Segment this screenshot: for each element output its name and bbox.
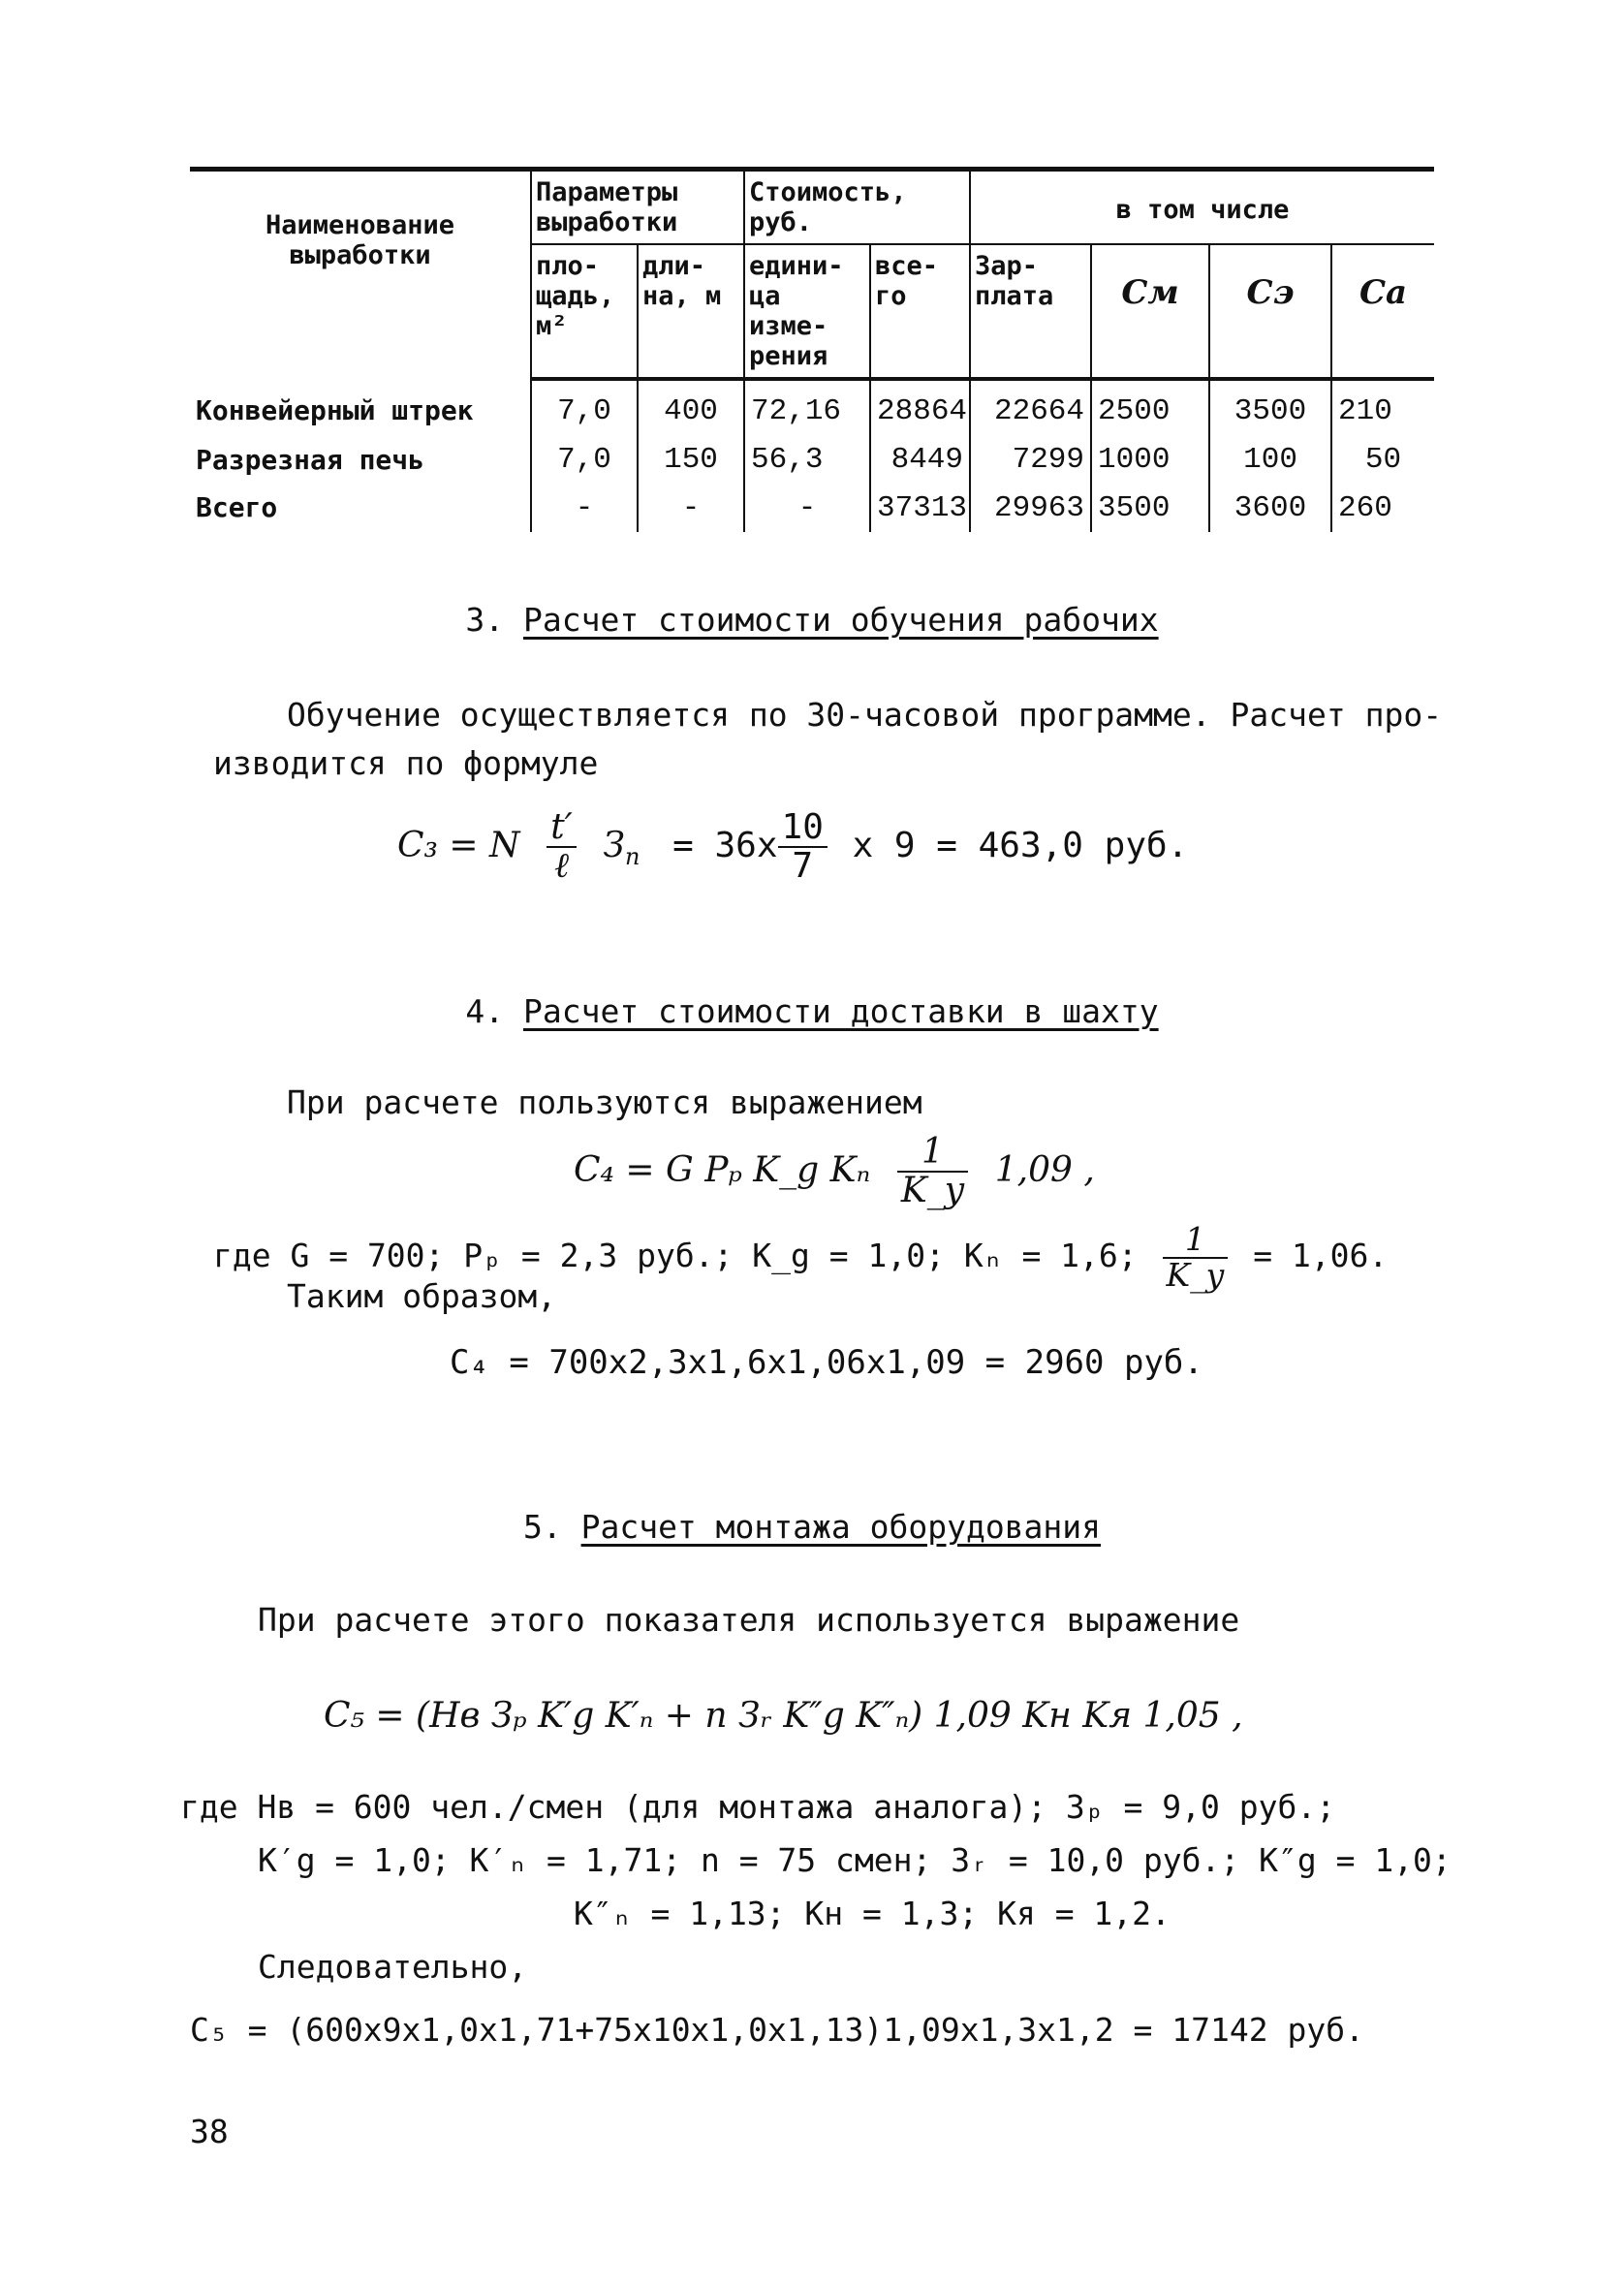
col-header-cm: Cм xyxy=(1091,244,1209,379)
col-group-cost: Стоимость, руб. xyxy=(744,170,970,245)
section-5-heading xyxy=(0,1508,1624,1546)
cell-ca: 50 xyxy=(1331,436,1434,485)
formula-c5: C₅ = (Hв Зₚ K′g K′ₙ + n Зᵣ K″g K″ₙ) 1,09 Kн Kя 1,05 , xyxy=(324,1696,1243,1736)
table-row xyxy=(190,379,1434,436)
cell-ce: 3600 xyxy=(1209,485,1331,533)
table-row xyxy=(190,436,1434,485)
section-3-number: 3. xyxy=(465,601,505,639)
cell-total: 37313 xyxy=(870,485,970,533)
cell-wage: 29963 xyxy=(970,485,1091,533)
cell-length: 400 xyxy=(638,379,744,436)
section-4-intro: При расчете пользуются выражением xyxy=(287,1083,922,1121)
formula-c4-part-b: 1,09 , xyxy=(994,1149,1095,1190)
cell-cm: 1000 xyxy=(1091,436,1209,485)
section-5-where-line-2: K′g = 1,0; K′ₙ = 1,71; n = 75 смен; Зᵣ = 10,0 руб.; K″g = 1,0; xyxy=(258,1841,1452,1879)
formula-c3-lhs: C₃ = N xyxy=(397,825,520,865)
fraction-numerator: 1 xyxy=(1163,1223,1229,1259)
formula-c3-mid-sub: п xyxy=(624,842,640,870)
col-header-wage: Зар-плата xyxy=(970,244,1091,379)
formula-c4 xyxy=(574,1134,1095,1209)
cell-ce: 3500 xyxy=(1209,379,1331,436)
section-5-number: 5. xyxy=(522,1508,562,1546)
cell-unit: 56,3 xyxy=(744,436,870,485)
section-4-where-b: = 1,06. xyxy=(1253,1237,1389,1275)
formula-c3 xyxy=(397,809,1188,885)
cell-area: - xyxy=(531,485,638,533)
section-5-result: C₅ = (600x9x1,0x1,71+75x10x1,0x1,13)1,09x1,3x1,2 = 17142 руб. xyxy=(190,2011,1364,2049)
col-group-params: Параметры выработки xyxy=(531,170,744,245)
section-4-number: 4. xyxy=(465,992,505,1030)
fraction-denominator: 7 xyxy=(792,845,814,886)
cell-length: 150 xyxy=(638,436,744,485)
section-5-where-line-1: где Hв = 600 чел./смен (для монтажа аналога); Зₚ = 9,0 руб.; xyxy=(180,1788,1336,1826)
formula-c4-fraction xyxy=(897,1134,968,1209)
cell-name: Всего xyxy=(196,491,278,524)
cell-length: - xyxy=(638,485,744,533)
section-5-title: Расчет монтажа оборудования xyxy=(580,1508,1102,1546)
formula-c3-rhs-a: = 36x xyxy=(672,825,778,865)
page-number: 38 xyxy=(190,2113,229,2150)
cell-wage: 22664 xyxy=(970,379,1091,436)
col-header-area: пло-щадь, м² xyxy=(531,244,638,379)
formula-c3-rhs-b: x 9 = 463,0 руб. xyxy=(852,825,1189,865)
cell-total: 28864 xyxy=(870,379,970,436)
cell-ce: 100 xyxy=(1209,436,1331,485)
col-header-ce: Cэ xyxy=(1209,244,1331,379)
section-4-result: C₄ = 700x2,3x1,6x1,06x1,09 = 2960 руб. xyxy=(450,1343,1203,1382)
formula-c4-part-a: C₄ = G Pₚ K_g Kₙ xyxy=(574,1149,871,1190)
fraction-numerator: 10 xyxy=(778,809,828,848)
section-3-paragraph-line-1: Обучение осуществляется по 30-часовой программе. Расчет про- xyxy=(287,696,1443,734)
cell-cm: 2500 xyxy=(1091,379,1209,436)
cell-unit: 72,16 xyxy=(744,379,870,436)
cell-cm: 3500 xyxy=(1091,485,1209,533)
formula-c3-fraction-2 xyxy=(778,809,828,885)
cell-unit: - xyxy=(744,485,870,533)
col-group-including: в том числе xyxy=(970,170,1434,245)
section-4-heading xyxy=(0,992,1624,1030)
section-4-thus: Таким образом, xyxy=(287,1277,557,1315)
cost-table xyxy=(190,167,1434,532)
cell-ca: 210 xyxy=(1331,379,1434,436)
cell-name: Конвейерный штрек xyxy=(196,394,474,426)
section-4-title: Расчет стоимости доставки в шахту xyxy=(522,992,1159,1030)
section-3-paragraph-line-2: изводится по формуле xyxy=(213,744,599,782)
cell-area: 7,0 xyxy=(531,379,638,436)
col-header-length: дли-на, м xyxy=(638,244,744,379)
section-5-where-line-3: K″ₙ = 1,13; Kн = 1,3; Kя = 1,2. xyxy=(574,1895,1171,1932)
section-3-heading xyxy=(0,601,1624,639)
col-header-total: все-го xyxy=(870,244,970,379)
section-5-consequently: Следовательно, xyxy=(258,1948,528,1986)
cell-total: 8449 xyxy=(870,436,970,485)
cell-area: 7,0 xyxy=(531,436,638,485)
formula-c3-fraction xyxy=(547,809,577,885)
section-5-intro: При расчете этого показателя используется выражение xyxy=(258,1601,1240,1639)
cell-name: Разрезная печь xyxy=(196,443,425,476)
fraction-numerator: t′ xyxy=(547,809,577,848)
cell-wage: 7299 xyxy=(970,436,1091,485)
fraction-denominator: K_y xyxy=(1166,1255,1225,1294)
col-header-unit: едини-ца изме-рения xyxy=(744,244,870,379)
table-row xyxy=(190,485,1434,533)
fraction-numerator: 1 xyxy=(897,1134,968,1173)
col-header-ca: Ca xyxy=(1331,244,1434,379)
section-4-where-a: где G = 700; Pₚ = 2,3 руб.; K_g = 1,0; Kₙ = 1,6; xyxy=(213,1237,1138,1275)
cell-ca: 260 xyxy=(1331,485,1434,533)
formula-c3-mid: З xyxy=(603,825,625,865)
section-3-title: Расчет стоимости обучения рабочих xyxy=(522,601,1159,639)
section-4-where-fraction xyxy=(1163,1220,1229,1294)
col-header-name: Наименование выработки xyxy=(190,170,531,380)
fraction-denominator: ℓ xyxy=(554,845,570,886)
fraction-denominator: K_y xyxy=(900,1170,965,1210)
